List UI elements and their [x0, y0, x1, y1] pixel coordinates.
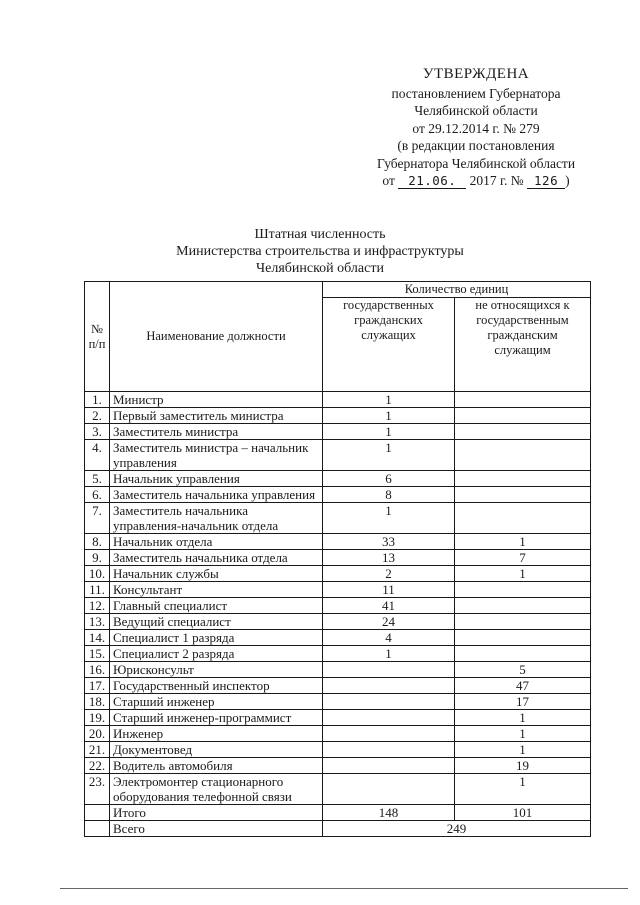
- position-name: Консультант: [110, 582, 323, 598]
- row-number: 22.: [85, 758, 110, 774]
- civil-servants-count: 1: [323, 440, 455, 471]
- civil-servants-count: 1: [323, 503, 455, 534]
- civil-servants-count: [323, 742, 455, 758]
- row-number: 7.: [85, 503, 110, 534]
- position-name: Начальник отдела: [110, 534, 323, 550]
- position-name: Заместитель начальника управления: [110, 487, 323, 503]
- row-number: 15.: [85, 646, 110, 662]
- table-row: [85, 534, 591, 550]
- row-number: 23.: [85, 774, 110, 805]
- table-row: [85, 598, 591, 614]
- row-number: 9.: [85, 550, 110, 566]
- civil-servants-count: [323, 678, 455, 694]
- position-name: Специалист 1 разряда: [110, 630, 323, 646]
- row-number: 17.: [85, 678, 110, 694]
- civil-servants-count: [323, 726, 455, 742]
- header-non-civil-servants: не относящихся к государственным гражданским служащим: [455, 298, 591, 392]
- position-name: Заместитель начальника отдела: [110, 550, 323, 566]
- position-name: Начальник управления: [110, 471, 323, 487]
- non-civil-servants-count: 47: [455, 678, 591, 694]
- table-row: [85, 710, 591, 726]
- non-civil-servants-count: 7: [455, 550, 591, 566]
- document-title-line: Челябинской области: [256, 261, 384, 276]
- non-civil-servants-count: [455, 408, 591, 424]
- row-number: 6.: [85, 487, 110, 503]
- approval-line: Челябинской области: [414, 103, 538, 118]
- approval-title: УТВЕРЖДЕНА: [422, 66, 530, 82]
- position-name: Старший инженер: [110, 694, 323, 710]
- close-paren: ): [565, 173, 570, 188]
- approval-block: [356, 66, 596, 190]
- approval-line: Губернатора Челябинской области: [376, 155, 576, 171]
- civil-servants-count: [323, 710, 455, 726]
- header-row: [85, 282, 591, 298]
- document-title-line: Министерства строительства и инфраструктуры: [176, 244, 464, 259]
- table-row: [85, 774, 591, 805]
- non-civil-servants-count: [455, 424, 591, 440]
- grand-total-value: 249: [323, 821, 591, 837]
- non-civil-servants-count: [455, 471, 591, 487]
- civil-servants-count: 1: [323, 408, 455, 424]
- civil-servants-count: 24: [323, 614, 455, 630]
- civil-servants-count: 33: [323, 534, 455, 550]
- table-row: [85, 440, 591, 471]
- position-name: Заместитель министра – начальник управления: [110, 440, 323, 471]
- position-name: Электромонтер стационарного оборудования телефонной связи: [110, 774, 323, 805]
- approval-line: постановлением Губернатора: [391, 85, 561, 101]
- table-row: [85, 582, 591, 598]
- row-number: 3.: [85, 424, 110, 440]
- row-number: 21.: [85, 742, 110, 758]
- civil-servants-count: 13: [323, 550, 455, 566]
- non-civil-servants-count: 1: [455, 742, 591, 758]
- row-number: 5.: [85, 471, 110, 487]
- grand-total-row: [85, 821, 591, 837]
- position-name: Заместитель министра: [110, 424, 323, 440]
- row-number: 8.: [85, 534, 110, 550]
- total-num-cell: [85, 805, 110, 821]
- amendment-date: 21.06.: [408, 173, 457, 188]
- civil-servants-count: [323, 774, 455, 805]
- non-civil-servants-count: 5: [455, 662, 591, 678]
- table-row: [85, 550, 591, 566]
- non-civil-servants-count: [455, 392, 591, 408]
- non-civil-servants-count: 1: [455, 710, 591, 726]
- table-row: [85, 392, 591, 408]
- non-civil-servants-count: [455, 440, 591, 471]
- row-number: 10.: [85, 566, 110, 582]
- position-name: Юрисконсульт: [110, 662, 323, 678]
- civil-servants-count: 1: [323, 424, 455, 440]
- row-number: 11.: [85, 582, 110, 598]
- position-name: Заместитель начальника управления-начальник отдела: [110, 503, 323, 534]
- amendment-number-field: [527, 174, 565, 189]
- row-number: 12.: [85, 598, 110, 614]
- civil-servants-count: [323, 758, 455, 774]
- table-row: [85, 646, 591, 662]
- table-row: [85, 742, 591, 758]
- position-name: Государственный инспектор: [110, 678, 323, 694]
- non-civil-servants-count: [455, 582, 591, 598]
- civil-servants-count: 8: [323, 487, 455, 503]
- row-number: 19.: [85, 710, 110, 726]
- header-civil-servants: государственных гражданских служащих: [323, 298, 455, 392]
- position-name: Начальник службы: [110, 566, 323, 582]
- row-number: 1.: [85, 392, 110, 408]
- non-civil-servants-count: [455, 614, 591, 630]
- table-row: [85, 503, 591, 534]
- position-name: Водитель автомобиля: [110, 758, 323, 774]
- civil-servants-count: 4: [323, 630, 455, 646]
- table-row: [85, 487, 591, 503]
- row-number: 20.: [85, 726, 110, 742]
- position-name: Старший инженер-программист: [110, 710, 323, 726]
- civil-servants-count: [323, 694, 455, 710]
- non-civil-servants-count: 1: [455, 534, 591, 550]
- header-num: № п/п: [85, 282, 110, 392]
- position-name: Инженер: [110, 726, 323, 742]
- row-number: 16.: [85, 662, 110, 678]
- table-row: [85, 630, 591, 646]
- position-name: Ведущий специалист: [110, 614, 323, 630]
- row-number: 13.: [85, 614, 110, 630]
- approval-line: от 29.12.2014 г. № 279: [412, 120, 540, 136]
- civil-servants-count: 2: [323, 566, 455, 582]
- civil-servants-count: 1: [323, 392, 455, 408]
- table-body: [85, 392, 591, 805]
- civil-servants-count: 6: [323, 471, 455, 487]
- non-civil-servants-count: 19: [455, 758, 591, 774]
- non-civil-servants-count: [455, 646, 591, 662]
- table-row: [85, 424, 591, 440]
- table-row: [85, 758, 591, 774]
- table-row: [85, 678, 591, 694]
- non-civil-servants-count: 1: [455, 726, 591, 742]
- row-number: 14.: [85, 630, 110, 646]
- document-title-line: Штатная численность: [254, 227, 386, 242]
- row-number: 2.: [85, 408, 110, 424]
- year-label: 2017 г. №: [469, 173, 524, 188]
- total-civil: 148: [323, 805, 455, 821]
- header-quantity: Количество единиц: [323, 282, 591, 298]
- table-row: [85, 614, 591, 630]
- position-name: Специалист 2 разряда: [110, 646, 323, 662]
- grand-total-label: Всего: [110, 821, 323, 837]
- non-civil-servants-count: 1: [455, 774, 591, 805]
- position-name: Министр: [110, 392, 323, 408]
- header-position-name: Наименование должности: [110, 282, 323, 392]
- table-row: [85, 566, 591, 582]
- document-title: [0, 226, 640, 277]
- amendment-line: [356, 172, 596, 190]
- civil-servants-count: 41: [323, 598, 455, 614]
- table-row: [85, 694, 591, 710]
- position-name: Главный специалист: [110, 598, 323, 614]
- from-prefix: от: [382, 173, 395, 188]
- non-civil-servants-count: [455, 503, 591, 534]
- amendment-number: 126: [534, 173, 559, 188]
- staffing-table: [84, 281, 591, 837]
- table-row: [85, 408, 591, 424]
- civil-servants-count: 11: [323, 582, 455, 598]
- approval-line: (в редакции постановления: [397, 138, 555, 153]
- table-row: [85, 726, 591, 742]
- table-row: [85, 662, 591, 678]
- non-civil-servants-count: 17: [455, 694, 591, 710]
- footer-divider: [60, 888, 628, 889]
- total-row: [85, 805, 591, 821]
- table-row: [85, 471, 591, 487]
- row-number: 4.: [85, 440, 110, 471]
- non-civil-servants-count: [455, 487, 591, 503]
- non-civil-servants-count: [455, 598, 591, 614]
- non-civil-servants-count: 1: [455, 566, 591, 582]
- total-non-civil: 101: [455, 805, 591, 821]
- grand-total-num-cell: [85, 821, 110, 837]
- civil-servants-count: [323, 662, 455, 678]
- position-name: Документовед: [110, 742, 323, 758]
- position-name: Первый заместитель министра: [110, 408, 323, 424]
- civil-servants-count: 1: [323, 646, 455, 662]
- row-number: 18.: [85, 694, 110, 710]
- amendment-date-field: [398, 174, 466, 189]
- total-label: Итого: [110, 805, 323, 821]
- non-civil-servants-count: [455, 630, 591, 646]
